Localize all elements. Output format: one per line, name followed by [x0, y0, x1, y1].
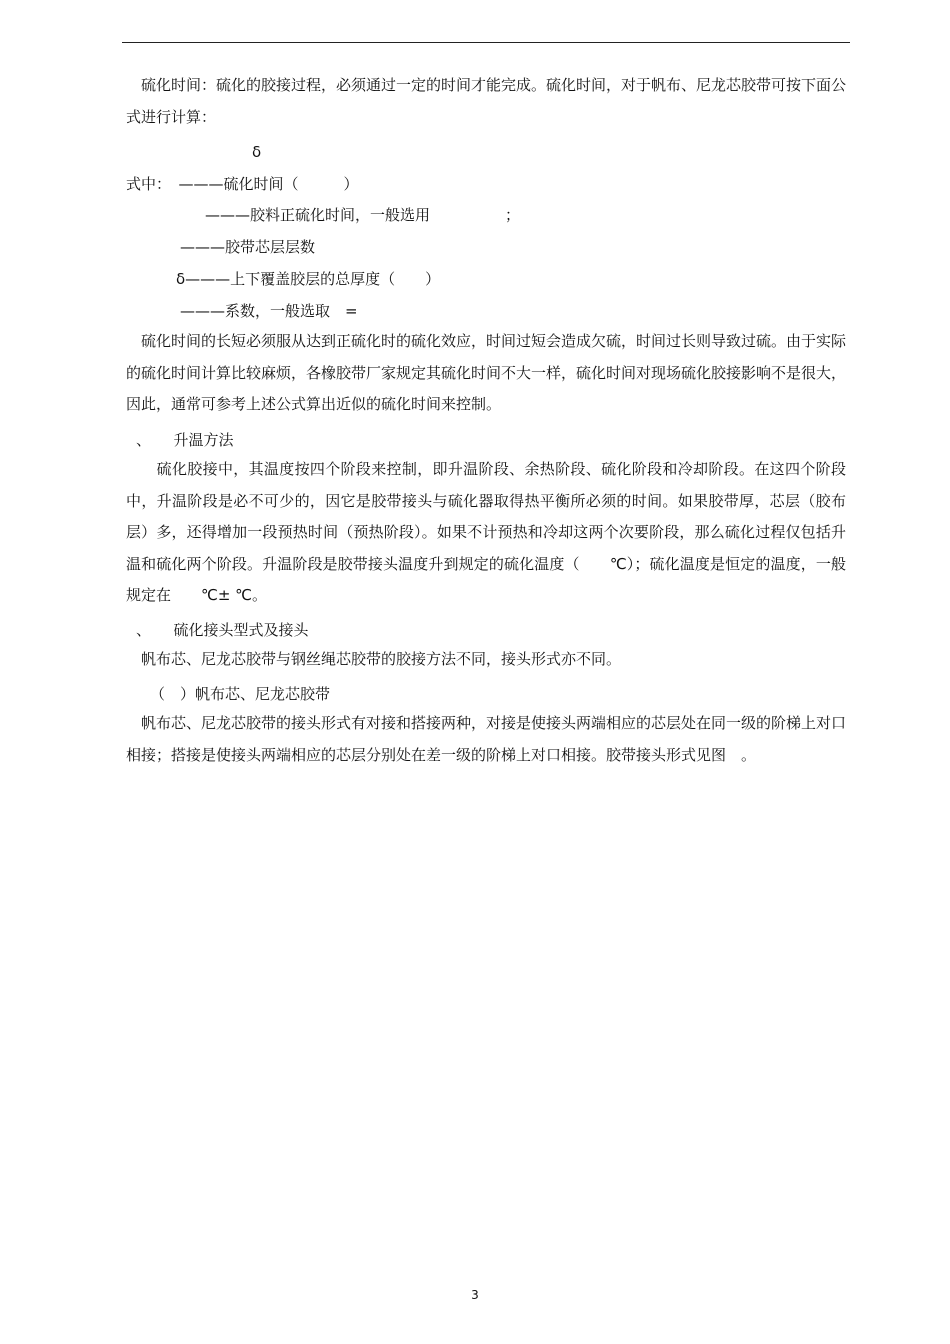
formula-legend-coefficient: ———系数，一般选取 = — [180, 302, 358, 320]
heading-joint-type: 、 硫化接头型式及接头 — [136, 621, 309, 639]
paragraph-canvas-nylon-joint: 帆布芯、尼龙芯胶带的接头形式有对接和搭接两种，对接是使接头两端相应的芯层处在同一级的阶梯上对口相接；搭接是使接头两端相应的芯层分别处在差一级的阶梯上对口相接。胶带接头形式见图 。 — [126, 714, 847, 764]
heading-heating-method: 、 升温方法 — [136, 431, 234, 449]
paragraph-heating-method: 硫化胶接中，其温度按四个阶段来控制，即升温阶段、余热阶段、硫化阶段和冷却阶段。在这四个阶段中，升温阶段是必不可少的，因它是胶带接头与硫化器取得热平衡所必须的时间。如果胶带厚，芯层（胶布层）多，还得增加一段预热时间（预热阶段）。如果不计预热和冷却这两个次要阶段，那么硫化过程仅包括升温和硫化两个阶段。升温阶段是胶带接头温度升到规定的硫化温度（ ℃）；硫化温度是恒定的温度，一般规定在 ℃± ℃。 — [126, 460, 846, 604]
formula-legend-time: 式中： ———硫化时间（ ） — [126, 175, 359, 193]
paragraph-vulcanization-note: 硫化时间的长短必须服从达到正硫化时的硫化效应，时间过短会造成欠硫，时间过长则导致过硫。由于实际的硫化时间计算比较麻烦，各橡胶带厂家规定其硫化时间不大一样，硫化时间对现场硫化胶接影响不是很大，因此，通常可参考上述公式算出近似的硫化时间来控制。 — [126, 332, 847, 413]
paragraph-vulcanization-time: 硫化时间：硫化的胶接过程，必须通过一定的时间才能完成。硫化时间，对于帆布、尼龙芯胶带可按下面公式进行计算： — [126, 76, 847, 126]
formula-legend-cure-time: ———胶料正硫化时间，一般选用 ； — [205, 206, 521, 224]
heading-canvas-nylon-belt: （ ）帆布芯、尼龙芯胶带 — [150, 685, 331, 703]
header-rule — [122, 42, 850, 43]
formula-delta-symbol: δ — [252, 143, 262, 161]
formula-legend-plies: ———胶带芯层层数 — [180, 238, 316, 256]
formula-legend-thickness: δ———上下覆盖胶层的总厚度（ ） — [176, 270, 441, 288]
page-number: 3 — [471, 1288, 479, 1302]
paragraph-joint-methods: 帆布芯、尼龙芯胶带与钢丝绳芯胶带的胶接方法不同，接头形式亦不同。 — [126, 650, 622, 668]
